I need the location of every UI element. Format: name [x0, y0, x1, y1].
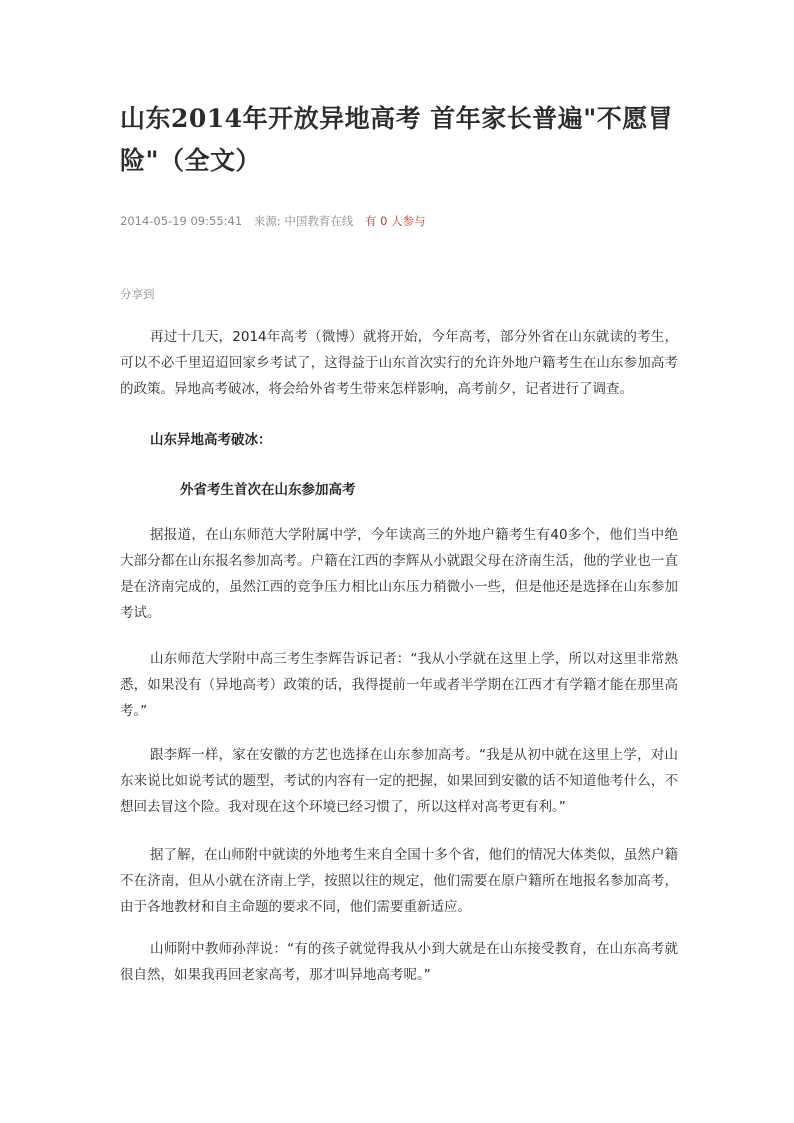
- publish-datetime: 2014-05-19 09:55:41: [120, 214, 243, 228]
- paragraph-intro: 再过十几天，2014年高考（微博）就将开始，今年高考，部分外省在山东就读的考生，可以不必千里迢迢回家乡考试了，这得益于山东首次实行的允许外地户籍考生在山东参加高考的政策。异地高考破冰，将会给外省考生带来怎样影响，高考前夕，记者进行了调查。: [120, 329, 678, 397]
- section-heading: 山东异地高考破冰：: [150, 432, 272, 448]
- article-meta: [120, 213, 434, 229]
- article-title: 山东2014年开放异地高考 首年家长普遍"不愿冒险"（全文）: [120, 104, 674, 175]
- paragraph-teacher-quote: 山师附中教师孙萍说：“有的孩子就觉得我从小到大就是在山东接受教育，在山东高考就很自然，如果我再回老家高考，那才叫异地高考呢。”: [120, 941, 678, 983]
- paragraph-lihui-quote: 山东师范大学附中高三考生李辉告诉记者：“我从小学就在这里上学，所以对这里非常熟悉，如果没有（异地高考）政策的话，我得提前一年或者半学期在江西才有学籍才能在那里高考。”: [120, 651, 678, 719]
- article-source: 来源: 中国教育在线: [253, 214, 354, 228]
- section-subheading: 外省考生首次在山东参加高考: [180, 482, 356, 498]
- participants-link[interactable]: 有 0 人参与: [364, 214, 426, 228]
- share-label[interactable]: 分享到: [120, 287, 155, 301]
- paragraph-fangyi: 跟李辉一样，家在安徽的方艺也选择在山东参加高考。“我是从初中就在这里上学，对山东来说比如说考试的题型，考试的内容有一定的把握，如果回到安徽的话不知道他考什么，不想回去冒这个险。我对现在这个环境已经习惯了，所以这样对高考更有利。”: [120, 747, 678, 815]
- paragraph-report: 据报道，在山东师范大学附属中学，今年读高三的外地户籍考生有40多个，他们当中绝大部分都在山东报名参加高考。户籍在江西的李辉从小就跟父母在济南生活，他的学业也一直是在济南完成的，虽然江西的竞争压力相比山东压力稍微小一些，但是他还是选择在山东参加考试。: [120, 527, 678, 621]
- paragraph-background: 据了解，在山师附中就读的外地考生来自全国十多个省，他们的情况大体类似，虽然户籍不在济南，但从小就在济南上学，按照以往的规定，他们需要在原户籍所在地报名参加高考，由于各地教材和自主命题的要求不同，他们需要重新适应。: [120, 847, 678, 915]
